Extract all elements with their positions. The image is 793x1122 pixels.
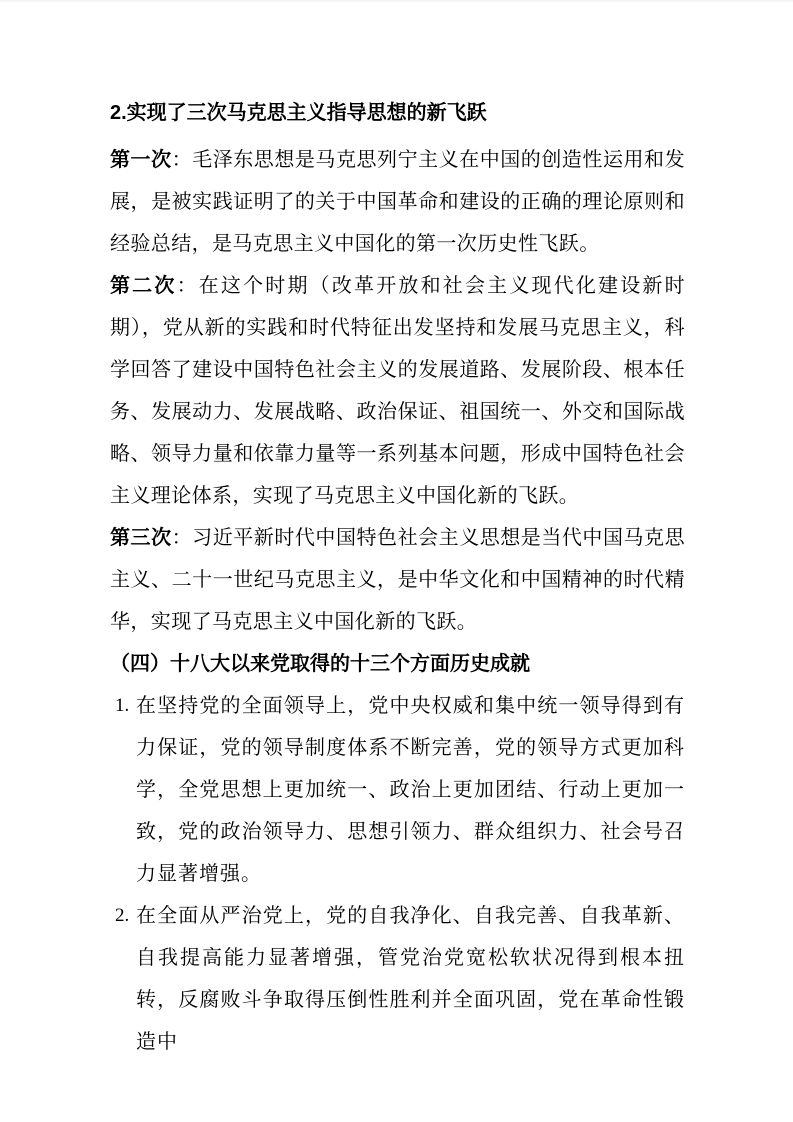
subsection-heading: （四）十八大以来党取得的十三个方面历史成就 [110, 653, 530, 675]
paragraph [110, 517, 685, 643]
paragraph-lead: 第二次 [110, 275, 177, 297]
list-item-number: 1. [115, 695, 130, 716]
paragraph-colon: ： [176, 275, 199, 297]
paragraph [110, 265, 685, 517]
page-top-edge [0, 0, 793, 2]
paragraph-body: 习近平新时代中国特色社会主义思想是当代中国马克思主义、二十一世纪马克思主义，是中华文化和中国精神的时代精华，实现了马克思主义中国化新的飞跃。 [110, 527, 685, 633]
list-item [110, 685, 685, 895]
paragraph-body: 在这个时期（改革开放和社会主义现代化建设新时期），党从新的实践和时代特征出发坚持和发展马克思主义，科学回答了建设中国特色社会主义的发展道路、发展阶段、根本任务、发展动力、发展战略、政治保证、祖国统一、外交和国际战略、领导力量和依靠力量等一系列基本问题，形成中国特色社会主义理论体系，实现了马克思主义中国化新的飞跃。 [110, 275, 685, 507]
paragraph-colon: ： [171, 527, 193, 549]
list-item-text: 在坚持党的全面领导上，党中央权威和集中统一领导得到有力保证，党的领导制度体系不断完善，党的领导方式更加科学，全党思想上更加统一、政治上更加团结、行动上更加一致，党的政治领导力、思想引领力、群众组织力、社会号召力显著增强。 [136, 695, 685, 885]
paragraph-body: 毛泽东思想是马克思列宁主义在中国的创造性运用和发展，是被实践证明了的关于中国革命和建设的正确的理论原则和经验总结，是马克思主义中国化的第一次历史性飞跃。 [110, 149, 685, 255]
list-item-text: 在全面从严治党上，党的自我净化、自我完善、自我革新、自我提高能力显著增强，管党治党宽松软状况得到根本扭转，反腐败斗争取得压倒性胜利并全面巩固，党在革命性锻造中 [136, 905, 685, 1053]
paragraph-lead: 第一次 [110, 149, 172, 171]
achievements-list [110, 685, 685, 1063]
list-item [110, 895, 685, 1063]
list-item-number: 2. [115, 905, 130, 926]
paragraph [110, 139, 685, 265]
paragraph-lead: 第三次 [110, 527, 172, 549]
document-page [110, 92, 685, 1063]
paragraph-colon: ： [171, 149, 193, 171]
section-heading: 2.实现了三次马克思主义指导思想的新飞跃 [110, 102, 487, 124]
